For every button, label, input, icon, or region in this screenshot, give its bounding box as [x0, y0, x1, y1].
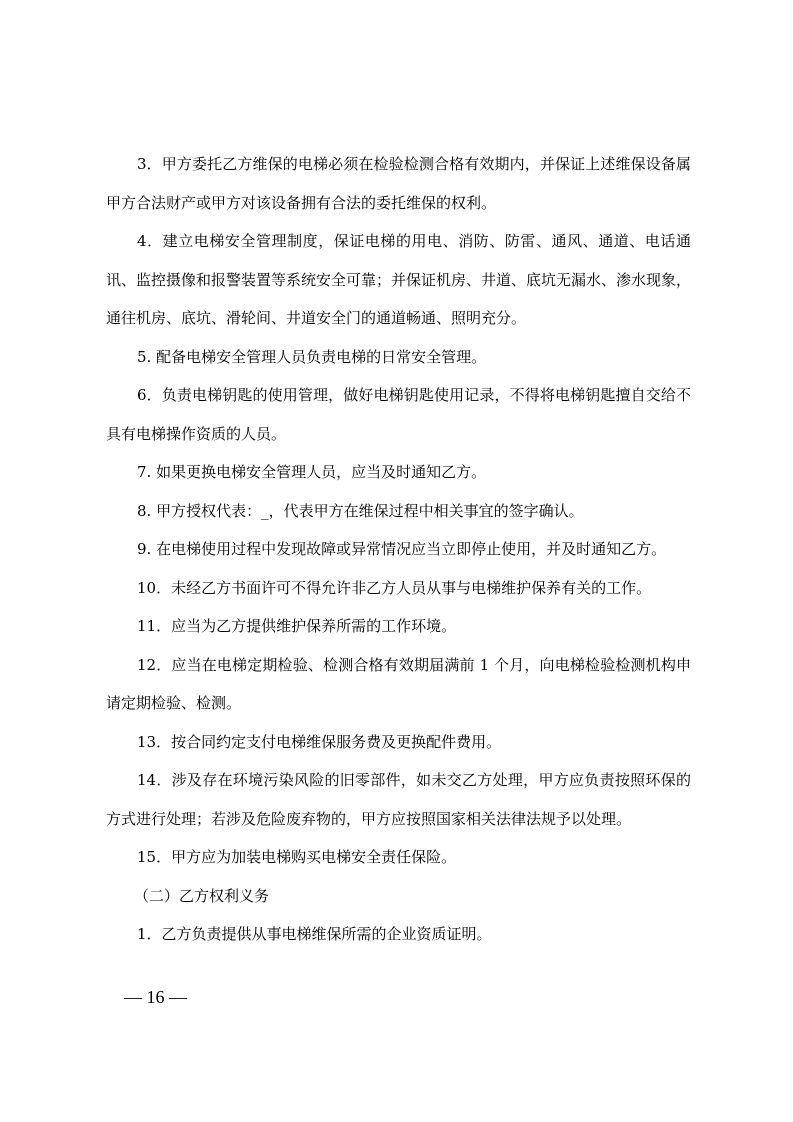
page-number: — 16 — [124, 987, 187, 1007]
paragraph-14: 14．涉及存在环境污染风险的旧零部件，如未交乙方处理，甲方应负责按照环保的方式进行处理；若涉及危险废弃物的，甲方应按照国家相关法律法规予以处理。 [106, 771, 691, 828]
document-body [106, 145, 691, 954]
paragraph-7: 7. 如果更换电梯安全管理人员，应当及时通知乙方。 [137, 463, 487, 481]
paragraph-3: 3．甲方委托乙方维保的电梯必须在检验检测合格有效期内，并保证上述维保设备属甲方合法财产或甲方对该设备拥有合法的委托维保的权利。 [106, 155, 691, 212]
paragraph-11: 11．应当为乙方提供维护保养所需的工作环境。 [137, 617, 457, 635]
paragraph-4: 4．建立电梯安全管理制度，保证电梯的用电、消防、防雷、通风、通道、电话通讯、监控摄像和报警装置等系统安全可靠；并保证机房、井道、底坑无漏水、渗水现象，通往机房、底坑、滑轮间、井道安全门的通道畅通、照明充分。 [106, 232, 692, 327]
paragraph-5: 5. 配备电梯安全管理人员负责电梯的日常安全管理。 [137, 347, 487, 366]
paragraph-13: 13．按合同约定支付电梯维保服务费及更换配件费用。 [137, 732, 502, 751]
paragraph-8: 8. 甲方授权代表：_，代表甲方在维保过程中相关事宜的签字确认。 [137, 501, 584, 520]
paragraph-15: 15．甲方应为加装电梯购买电梯安全责任保险。 [137, 848, 457, 866]
paragraph-9: 9. 在电梯使用过程中发现故障或异常情况应当立即停止使用，并及时通知乙方。 [137, 540, 667, 558]
paragraph-10: 10．未经乙方书面许可不得允许非乙方人员从事与电梯维护保养有关的工作。 [137, 578, 652, 597]
paragraph-12: 12．应当在电梯定期检验、检测合格有效期届满前 1 个月，向电梯检验检测机构申请定期检验、检测。 [106, 655, 691, 712]
paragraph-b1: 1．乙方负责提供从事电梯维保所需的企业资质证明。 [137, 925, 492, 943]
paragraph-6: 6．负责电梯钥匙的使用管理，做好电梯钥匙使用记录，不得将电梯钥匙擅自交给不具有电梯操作资质的人员。 [106, 386, 691, 443]
section-heading-party-b-rights: （二）乙方权利义务 [134, 886, 270, 905]
